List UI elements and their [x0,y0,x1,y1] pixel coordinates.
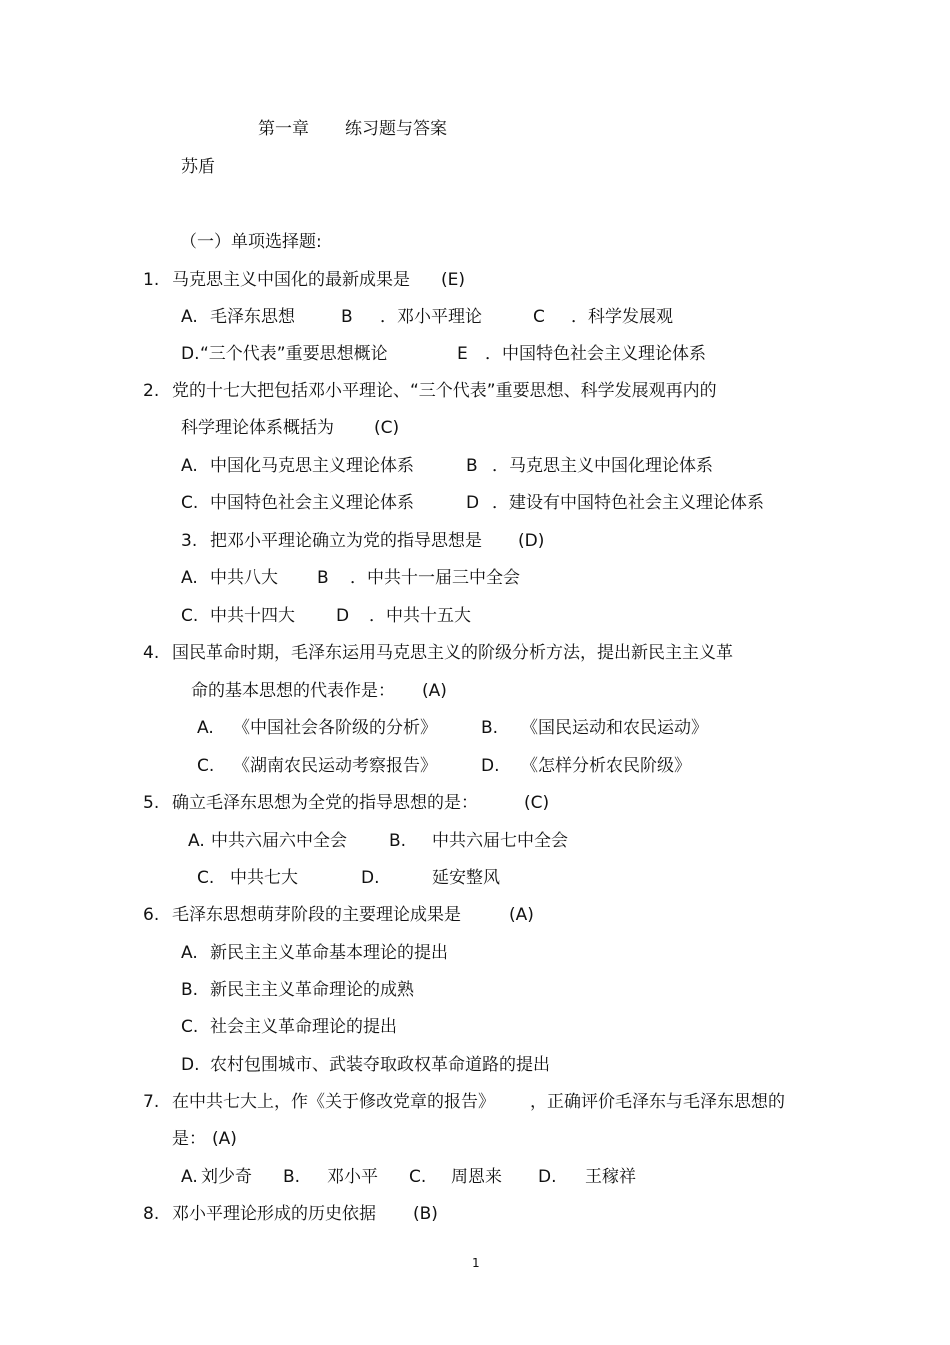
q8-number: 8. [143,1204,160,1224]
chapter-label: 第一章 [258,119,309,139]
q4-option-d-letter: D. [481,756,500,776]
q3-option-d-text: ．中共十五大 [369,606,471,626]
q6-option-b-letter: B. [181,980,199,1000]
q2-number: 2. [143,381,160,401]
q6-option-d-text: 农村包围城市、武装夺取政权革命道路的提出 [210,1055,550,1075]
q7-option-a-text: 刘少奇 [201,1167,252,1187]
q6-answer: (A) [509,905,534,925]
q5-option-b-text: 中共六届七中全会 [432,831,568,851]
q7-option-d-text: 王稼祥 [585,1167,636,1187]
q3-text: 把邓小平理论确立为党的指导思想是 [210,531,482,551]
q5-option-c-text: 中共七大 [230,868,298,888]
q3-option-c-letter: C. [181,606,199,626]
q6-option-b-text: 新民主主义革命理论的成熟 [210,980,414,1000]
q4-option-b-text: 《国民运动和农民运动》 [521,718,708,738]
q5-text: 确立毛泽东思想为全党的指导思想的是： [172,793,478,813]
q2-option-d-letter: D [466,493,480,513]
q1-option-d-letter: D. [181,344,200,364]
q2-option-b-letter: B [466,456,478,476]
q1-number: 1. [143,270,160,290]
q4-option-a-letter: A. [197,718,214,738]
q5-option-a-letter: A. [188,831,205,851]
q1-option-b-text: ．邓小平理论 [380,307,482,327]
q4-text-line1: 国民革命时期，毛泽东运用马克思主义的阶级分析方法，提出新民主主义革 [172,643,733,663]
q2-option-c-text: 中国特色社会主义理论体系 [210,493,414,513]
q2-text-line2: 科学理论体系概括为 [181,418,334,438]
q1-option-e-letter: E [457,344,468,364]
q5-option-c-letter: C. [197,868,215,888]
q4-option-c-letter: C. [197,756,215,776]
q6-option-c-text: 社会主义革命理论的提出 [210,1017,397,1037]
q6-option-c-letter: C. [181,1017,199,1037]
q3-option-d-letter: D [336,606,350,626]
q5-option-d-letter: D. [361,868,380,888]
q4-option-c-text: 《湖南农民运动考察报告》 [233,756,437,776]
q1-text: 马克思主义中国化的最新成果是 [172,270,410,290]
q8-text: 邓小平理论形成的历史依据 [172,1204,376,1224]
q3-option-a-letter: A. [181,568,198,588]
page-title: 练习题与答案 [345,119,447,139]
q4-answer: (A) [422,681,447,701]
q6-number: 6. [143,905,160,925]
q7-option-a-letter: A. [181,1167,198,1187]
q3-answer: (D) [518,531,545,551]
q2-text-line1: 党的十七大把包括邓小平理论、“三个代表”重要思想、科学发展观再内的 [172,381,717,401]
section-heading: （一）单项选择题: [180,232,322,252]
q3-number: 3. [181,531,198,551]
q5-answer: (C) [524,793,550,813]
q4-option-b-letter: B. [481,718,499,738]
q5-option-b-letter: B. [389,831,407,851]
q5-number: 5. [143,793,160,813]
q7-option-b-text: 邓小平 [327,1167,378,1187]
q2-option-d-text: ．建设有中国特色社会主义理论体系 [492,493,764,513]
q7-option-c-letter: C. [409,1167,427,1187]
q7-text-line1a: 在中共七大上，作《关于修改党章的报告》 [172,1092,495,1112]
q3-option-a-text: 中共八大 [210,568,278,588]
q1-option-a-letter: A. [181,307,198,327]
q1-option-a-text: 毛泽东思想 [210,307,295,327]
q5-option-d-text: 延安整风 [432,868,500,888]
q7-option-d-letter: D. [538,1167,557,1187]
page-number: 1 [472,1256,480,1270]
q6-text: 毛泽东思想萌芽阶段的主要理论成果是 [172,905,461,925]
q1-option-c-letter: C [533,307,545,327]
q1-option-d-text: “三个代表”重要思想概论 [200,344,388,364]
q2-answer: (C) [374,418,400,438]
q5-option-a-text: 中共六届六中全会 [211,831,347,851]
q7-option-c-text: 周恩来 [451,1167,502,1187]
q4-option-a-text: 《中国社会各阶级的分析》 [233,718,437,738]
q4-option-d-text: 《怎样分析农民阶级》 [521,756,691,776]
q7-answer: (A) [212,1129,237,1149]
q3-option-b-text: ．中共十一届三中全会 [350,568,520,588]
q1-option-e-text: ．中国特色社会主义理论体系 [485,344,706,364]
q1-option-c-text: ．科学发展观 [571,307,673,327]
q6-option-a-text: 新民主主义革命基本理论的提出 [210,943,448,963]
q8-answer: (B) [413,1204,438,1224]
q2-option-a-text: 中国化马克思主义理论体系 [210,456,414,476]
q6-option-d-letter: D. [181,1055,200,1075]
q2-option-a-letter: A. [181,456,198,476]
author-name: 苏盾 [181,157,215,177]
q7-text-line1b: ，正确评价毛泽东与毛泽东思想的 [530,1092,785,1112]
q2-option-c-letter: C. [181,493,199,513]
q7-text-line2: 是： [172,1129,206,1149]
q7-option-b-letter: B. [283,1167,301,1187]
q6-option-a-letter: A. [181,943,198,963]
q1-answer: (E) [441,270,466,290]
q2-option-b-text: ．马克思主义中国化理论体系 [492,456,713,476]
q4-text-line2: 命的基本思想的代表作是： [191,681,395,701]
q7-number: 7. [143,1092,160,1112]
q3-option-c-text: 中共十四大 [210,606,295,626]
q1-option-b-letter: B [341,307,353,327]
q4-number: 4. [143,643,160,663]
q3-option-b-letter: B [317,568,329,588]
